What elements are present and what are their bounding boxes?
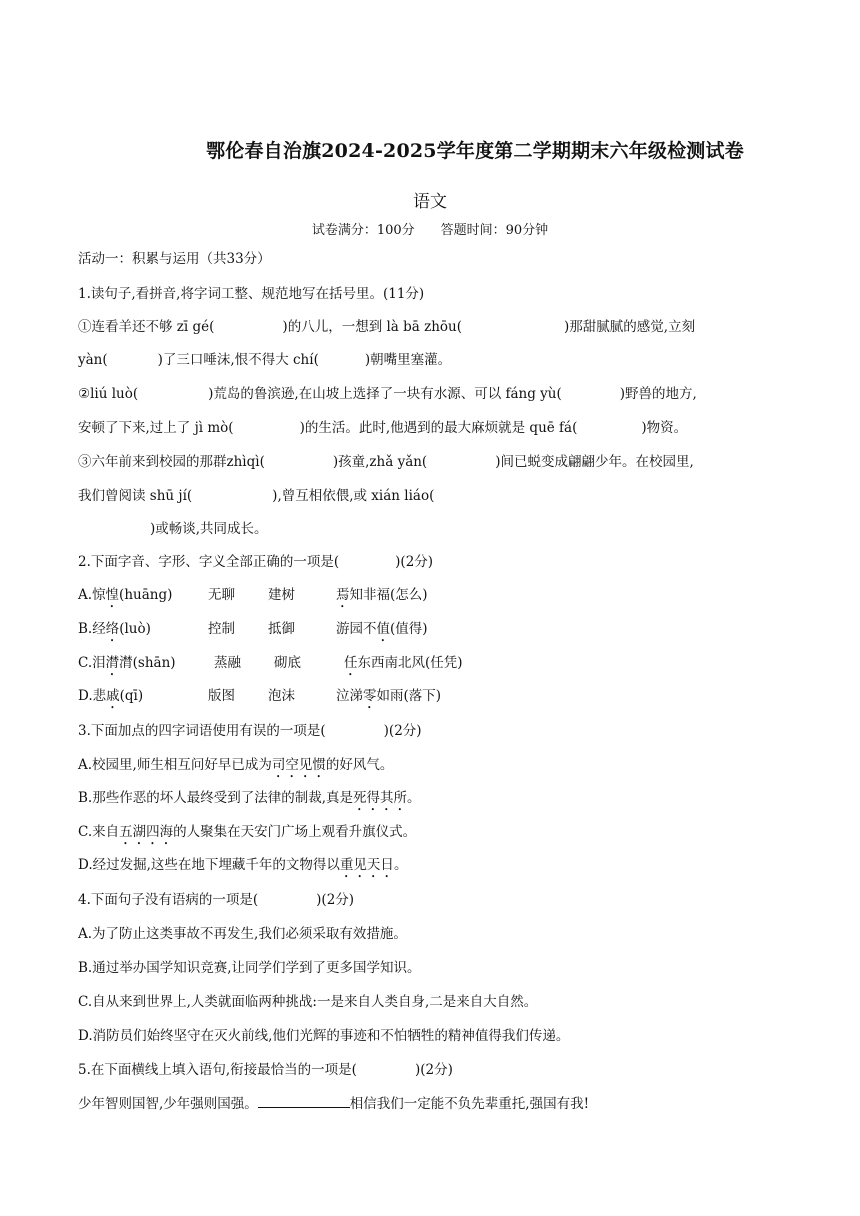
option-text: C.来自 — [78, 824, 120, 840]
q1-text: )物资。 — [641, 420, 688, 436]
q2-option-c — [78, 651, 463, 679]
q1-text: )荒岛的鲁滨逊,在山坡上选择了一块有水源、可以 fáng yù( — [208, 386, 562, 402]
q1-text: ),曾互相依偎,或 xián liáo( — [272, 488, 435, 504]
dotted-char: 戚 — [106, 688, 120, 704]
fill-blank-line[interactable] — [258, 1094, 350, 1108]
q1-line1 — [78, 315, 695, 335]
q2-stem-text: 2.下面字音、字形、字义全部正确的一项是( — [78, 554, 340, 570]
q3-option-c — [78, 820, 416, 848]
dotted-char: 零 — [363, 688, 377, 704]
option-text: 如雨(落下) — [376, 688, 442, 704]
q4-stem-end: )(2分) — [316, 892, 355, 908]
q4-option-a: A.为了防止这类事故不再发生,我们必须采取有效措施。 — [78, 926, 407, 942]
option-word: 控制 — [208, 621, 235, 637]
q2-stem — [78, 550, 433, 570]
q1-text: ②liú luò( — [78, 386, 139, 402]
dotted-char: 任 — [344, 655, 358, 671]
option-text: (qī) — [119, 688, 144, 704]
q4-stem-text: 4.下面句子没有语病的一项是( — [78, 892, 259, 908]
option-text: 。 — [393, 857, 408, 873]
option-text: (huāng) — [119, 587, 173, 603]
q1-text: ①连看羊还不够 zī gé( — [78, 319, 215, 335]
q1-text: ③六年前来到校园的那群zhìqì( — [78, 454, 265, 470]
option-text: 。 — [407, 790, 421, 806]
q4-option-c: C.自从来到世界上,人类就面临两种挑战:一是来自人类自身,二是来自大自然。 — [78, 994, 538, 1010]
q4-option-b: B.通过举办国学知识竞赛,让同学们学到了更多国学知识。 — [78, 960, 421, 976]
q2-stem-end: )(2分) — [395, 554, 434, 570]
q1-line7 — [78, 517, 268, 537]
dotted-phrase: 五湖四海 — [119, 824, 174, 840]
option-text: 知非福(怎么) — [349, 587, 428, 603]
q1-line6 — [78, 484, 434, 504]
option-text: 的人聚集在天安门广场上观看升旗仪式。 — [173, 824, 417, 840]
dotted-phrase: 死得其所 — [353, 790, 408, 806]
option-word: 抵御 — [268, 621, 295, 637]
q1-text: )的生活。此时,他遇到的最大麻烦就是 quē fá( — [299, 420, 578, 436]
q2-option-b — [78, 617, 428, 645]
option-text: (值得) — [390, 621, 428, 637]
option-text: 游园不 — [336, 621, 377, 637]
q1-line2 — [78, 348, 451, 368]
option-word: 泡沫 — [268, 688, 295, 704]
dotted-phrase: 重见天日 — [339, 857, 394, 873]
q1-line3 — [78, 382, 697, 402]
q1-text: yàn( — [78, 352, 108, 368]
dotted-char: 络 — [105, 621, 120, 637]
option-text: B.经 — [78, 621, 106, 637]
q4-stem — [78, 888, 354, 908]
option-word: 建树 — [268, 587, 295, 603]
q1-line4 — [78, 416, 687, 436]
option-text: A.校园里,师生相互问好早已成为 — [78, 757, 272, 773]
q1-text: )的八儿，一想到 là bā zhōu( — [282, 319, 463, 335]
option-text: C.泪 — [78, 655, 106, 671]
q5-stem — [78, 1058, 453, 1078]
option-word: 无聊 — [208, 587, 235, 603]
q3-stem-text: 3.下面加点的四字词语使用有误的一项是( — [78, 723, 326, 739]
q3-stem-end: )(2分) — [383, 723, 422, 739]
option-text: 的好风气。 — [325, 757, 394, 773]
q1-stem: 1.读句子,看拼音,将字词工整、规范地写在括号里。(11分) — [78, 286, 425, 302]
q1-text: )野兽的地方, — [619, 386, 697, 402]
q5-stem-text: 5.在下面横线上填入语句,衔接最恰当的一项是( — [78, 1062, 357, 1078]
option-text: A.惊 — [78, 587, 106, 603]
q5-text-a: 少年智则国智,少年强则国强。 — [78, 1096, 258, 1112]
option-text: 潸(shān) — [119, 655, 176, 671]
option-text: B.那些作恶的坏人最终受到了法律的制裁,真是 — [78, 790, 354, 806]
option-text: (luò) — [119, 621, 151, 637]
q1-text: 安顿了下来,过上了 jì mò( — [78, 420, 234, 436]
q3-option-b — [78, 786, 421, 814]
q1-text: )间已蜕变成翩翩少年。在校园里, — [495, 454, 694, 470]
q5-stem-end: )(2分) — [414, 1062, 453, 1078]
option-text: 东西南北风(任凭) — [357, 655, 463, 671]
dotted-char: 焉 — [336, 587, 350, 603]
option-text: D.经过发掘,这些在地下埋藏千年的文物得以 — [78, 857, 340, 873]
q1-line5 — [78, 450, 694, 470]
q1-text: )孩童,zhǎ yǎn( — [332, 454, 428, 470]
section-heading: 活动一：积累与运用（共33分） — [78, 251, 271, 267]
q1-text: )或畅谈,共同成长。 — [150, 521, 268, 537]
q1-text: )那甜腻腻的感觉,立刻 — [564, 319, 696, 335]
q2-option-a — [78, 583, 428, 611]
dotted-char: 惶 — [105, 587, 120, 603]
option-word: 砌底 — [274, 655, 301, 671]
exam-title: 鄂伦春自治旗2024-2025学年度第二学期期末六年级检测试卷 — [206, 140, 744, 162]
dotted-char: 潸 — [105, 655, 120, 671]
dotted-char: 值 — [376, 621, 390, 637]
dotted-phrase: 司空见惯 — [271, 757, 326, 773]
q4-option-d: D.消防员们始终坚守在灭火前线,他们光辉的事迹和不怕牺牲的精神值得我们传递。 — [78, 1028, 570, 1044]
q5-text — [78, 1092, 589, 1112]
subject-title: 语文 — [413, 192, 447, 212]
q5-text-b: 相信我们一定能不负先辈重托,强国有我! — [349, 1096, 590, 1112]
option-text: D.悲 — [78, 688, 107, 704]
option-text: 泣涕 — [336, 688, 363, 704]
q1-text: )了三口唾沫,恨不得大 chí( — [157, 352, 319, 368]
q3-option-d — [78, 853, 407, 881]
exam-info: 试卷满分：100分 答题时间：90分钟 — [311, 223, 549, 238]
option-word: 版图 — [208, 688, 235, 704]
option-word: 蒸融 — [214, 655, 241, 671]
q1-text: )朝嘴里塞灌。 — [364, 352, 452, 368]
q2-option-d — [78, 684, 441, 712]
q1-text: 我们曾阅读 shū jí( — [78, 488, 193, 504]
q3-option-a — [78, 753, 393, 781]
q3-stem — [78, 719, 422, 739]
